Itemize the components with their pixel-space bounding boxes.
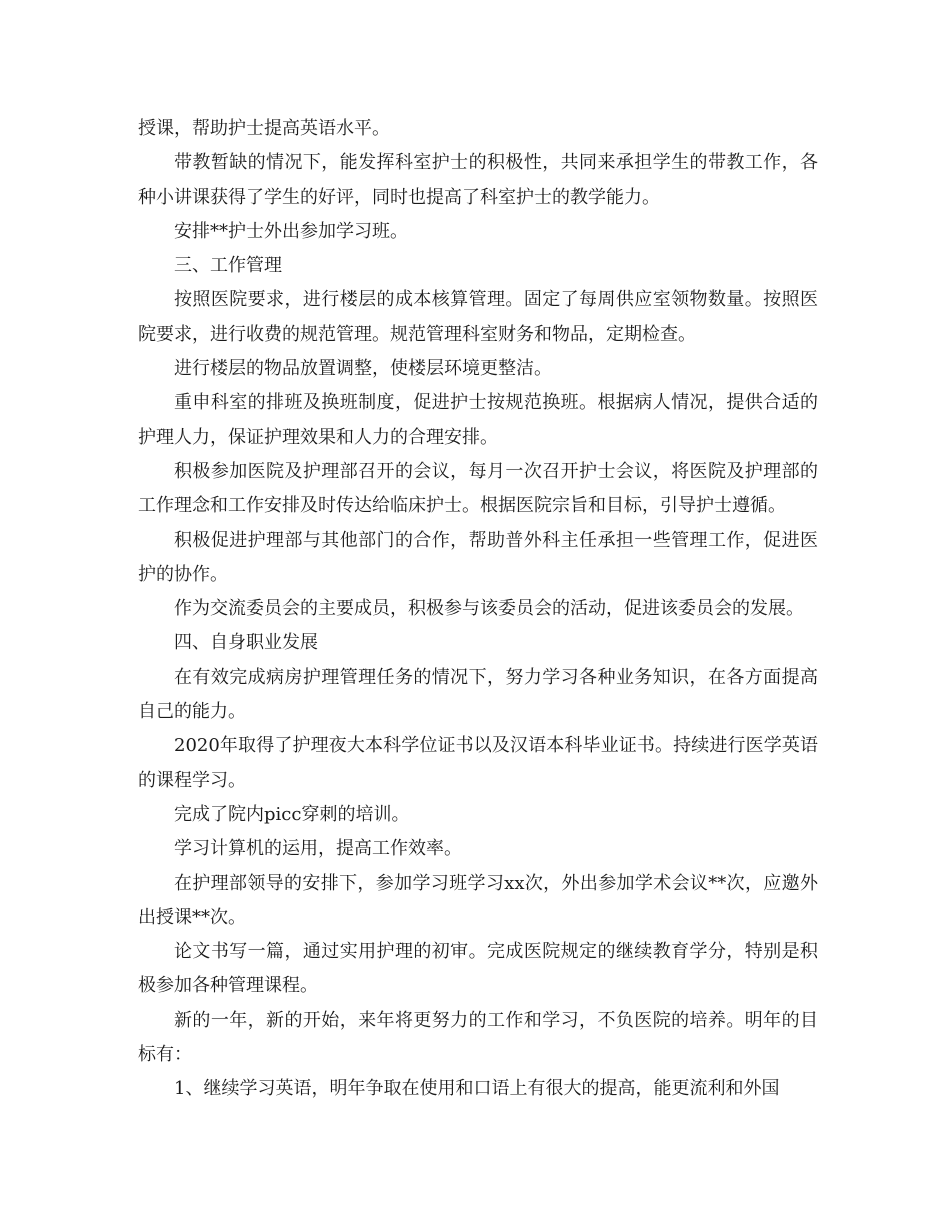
paragraph-thesis: 论文书写一篇，通过实用护理的初审。完成医院规定的继续教育学分，特别是积极参加各种管理课程。 [138,941,818,997]
paragraph-degree: 2020年取得了护理夜大本科学位证书以及汉语本科毕业证书。持续进行医学英语的课程学习。 [138,735,818,791]
paragraph-picc-training: 完成了院内picc穿刺的培训。 [174,803,410,825]
paragraph-conferences: 在护理部领导的安排下，参加学习班学习xx次，外出参加学术会议**次，应邀外出授课**次。 [138,872,818,928]
paragraph-meetings: 积极参加医院及护理部召开的会议，每月一次召开护士会议，将医院及护理部的工作理念和工作安排及时传达给临床护士。根据医院宗旨和目标，引导护士遵循。 [138,460,818,517]
paragraph-scheduling: 重申科室的排班及换班制度，促进护士按规范换班。根据病人情况，提供合适的护理人力，保证护理效果和人力的合理安排。 [138,392,818,448]
paragraph-cooperation: 积极促进护理部与其他部门的合作，帮助普外科主任承担一些管理工作，促进医护的协作。 [138,529,818,585]
section-heading-career-development: 四、自身职业发展 [174,632,318,654]
paragraph-self-study: 在有效完成病房护理管理任务的情况下，努力学习各种业务知识，在各方面提高自己的能力。 [138,666,818,723]
paragraph-goal-1: 1、继续学习英语，明年争取在使用和口语上有很大的提高，能更流利和外国 [174,1078,780,1100]
section-heading-work-management: 三、工作管理 [174,255,282,277]
paragraph-teaching: 带教暂缺的情况下，能发挥科室护士的积极性，共同来承担学生的带教工作，各种小讲课获得了学生的好评，同时也提高了科室护士的教学能力。 [138,152,818,208]
paragraph-continuation: 授课，帮助护士提高英语水平。 [138,118,390,139]
paragraph-new-year: 新的一年，新的开始，来年将更努力的工作和学习，不负医院的培养。明年的目标有： [138,1009,818,1066]
paragraph-training-class: 安排**护士外出参加学习班。 [174,220,408,242]
paragraph-cost-management: 按照医院要求，进行楼层的成本核算管理。固定了每周供应室领物数量。按照医院要求，进行收费的规范管理。规范管理科室财务和物品，定期检查。 [138,289,818,345]
document-body [138,112,818,1107]
paragraph-computer: 学习计算机的运用，提高工作效率。 [174,838,462,860]
paragraph-floor-arrangement: 进行楼层的物品放置调整，使楼层环境更整洁。 [174,358,552,380]
paragraph-committee: 作为交流委员会的主要成员，积极参与该委员会的活动，促进该委员会的发展。 [174,598,804,620]
